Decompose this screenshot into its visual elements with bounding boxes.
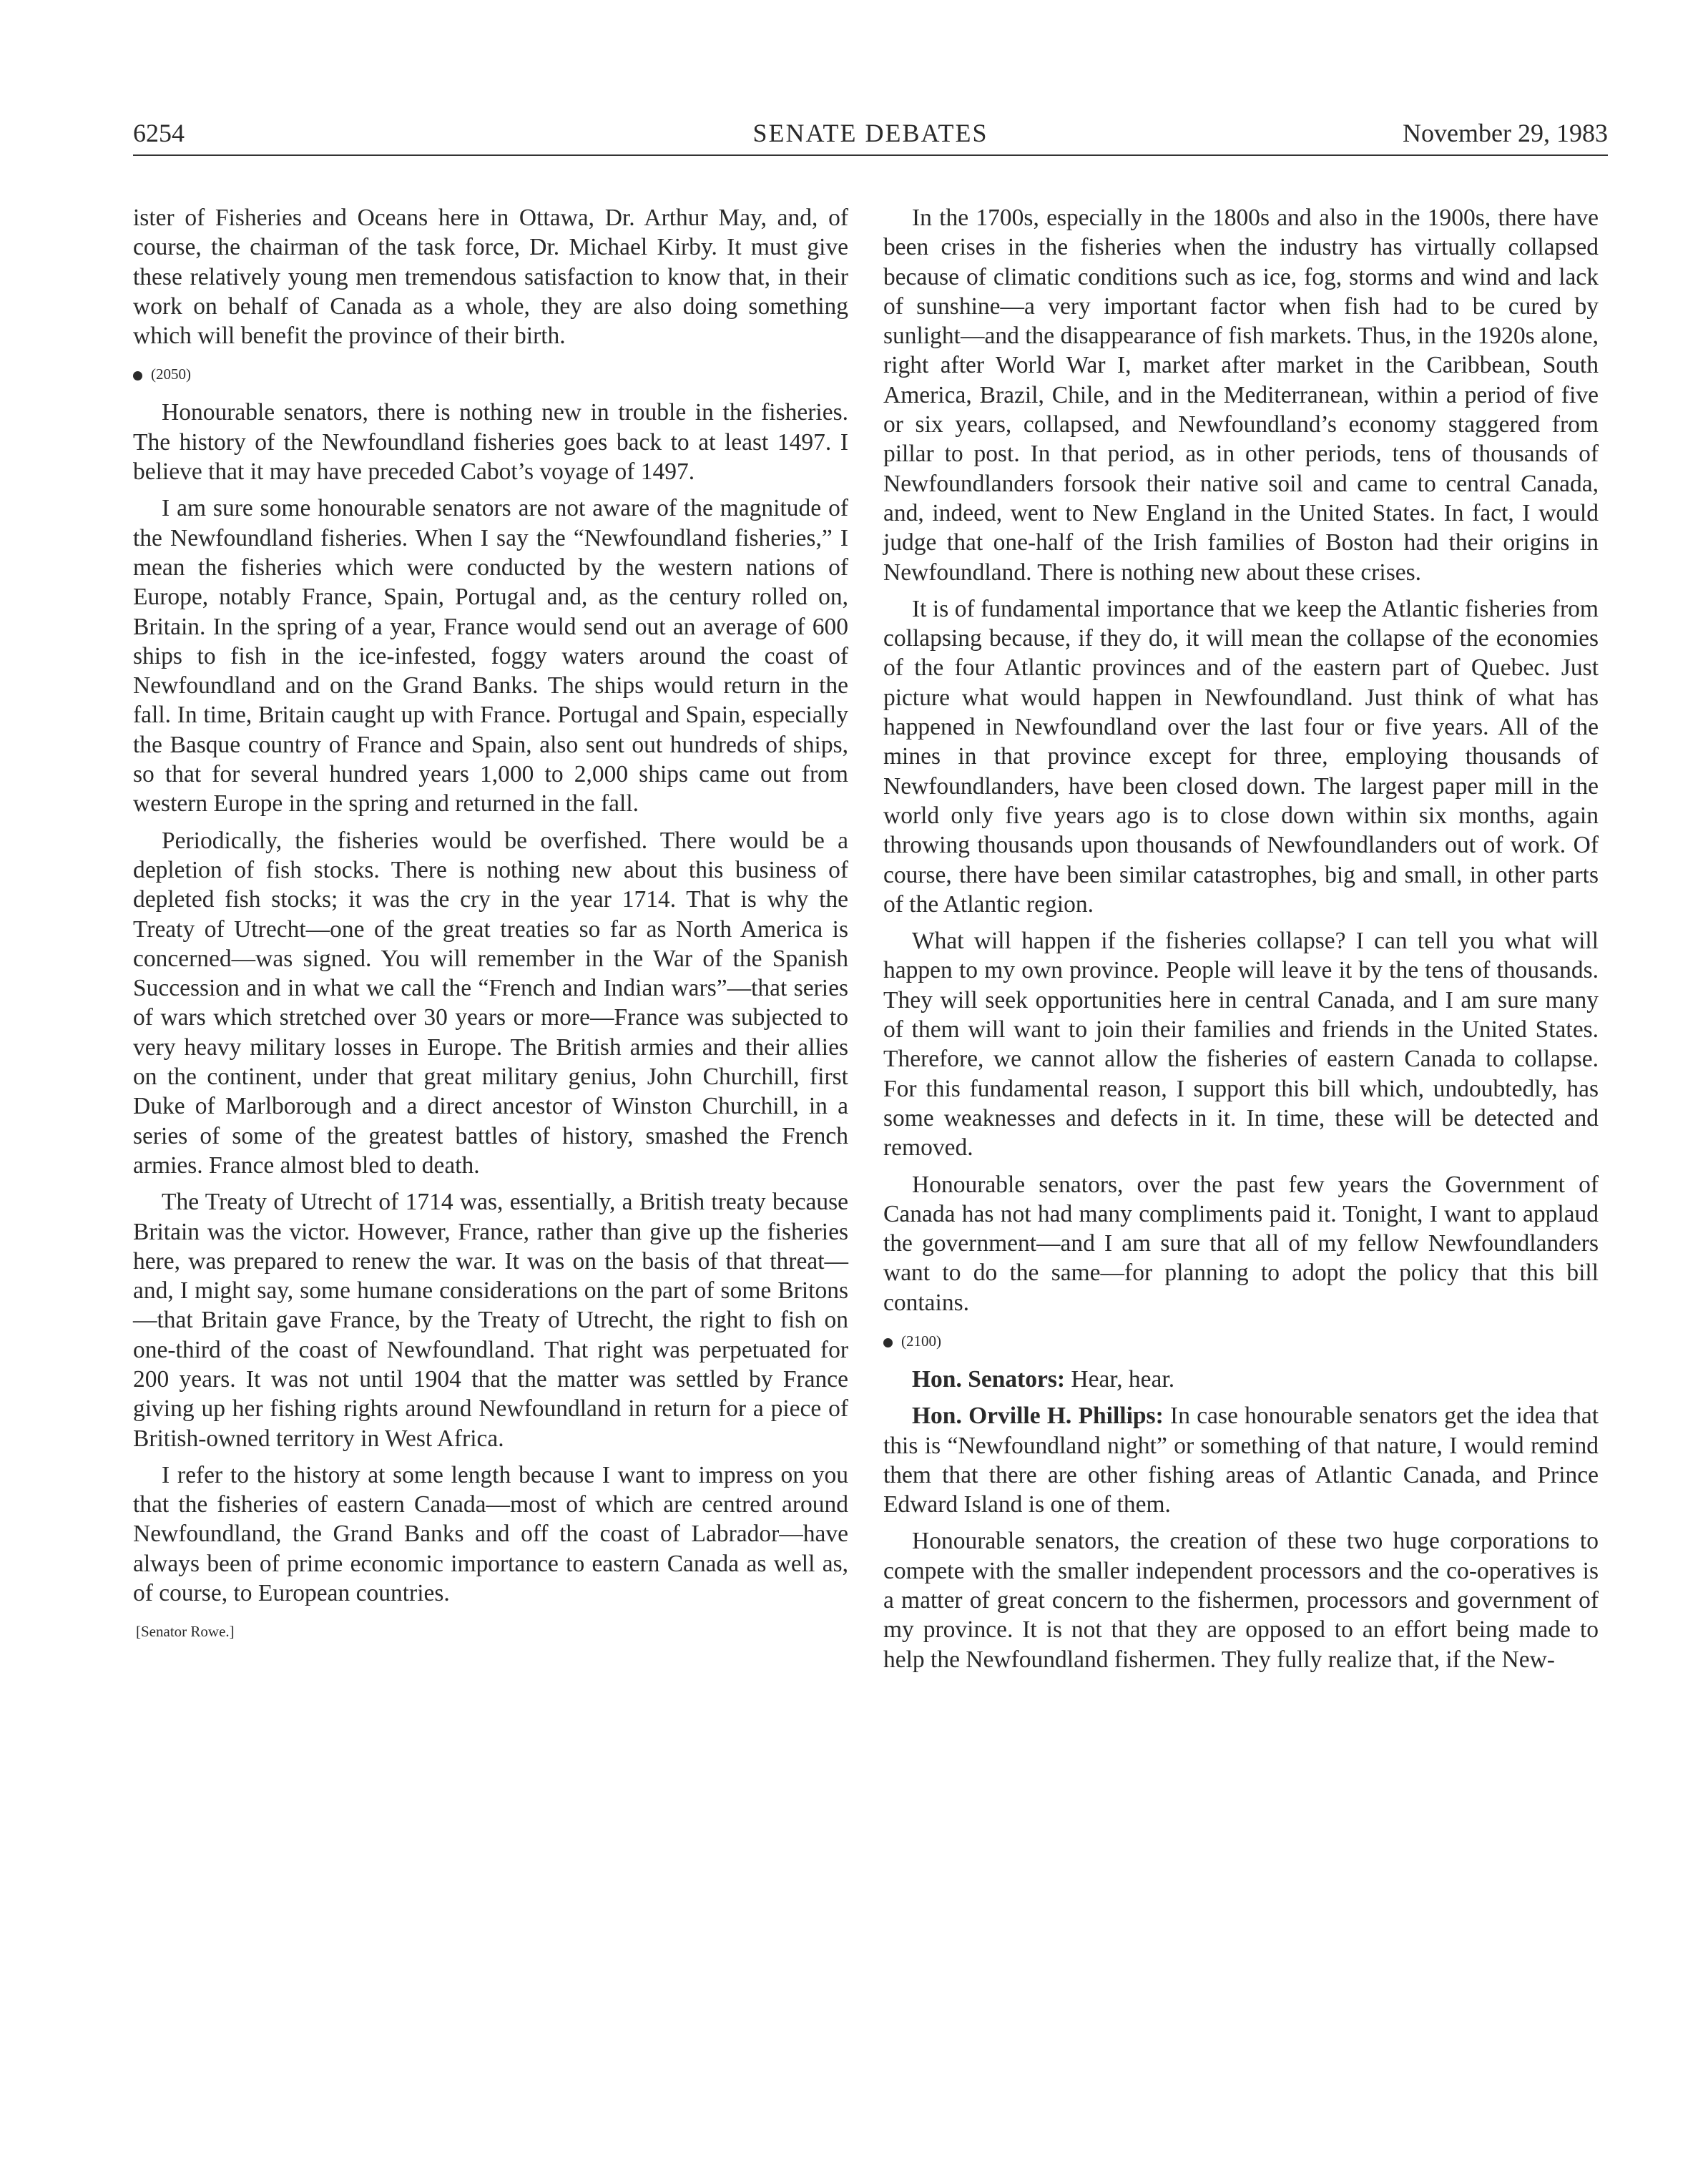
bullet-dot-icon <box>133 371 142 380</box>
right-column <box>883 203 1599 1681</box>
paragraph: I am sure some honourable senators are not aware of the magnitude of the Newfoundland fisheries. When I say the “Newfoundland fisheries,” I mean the fisheries which were conducted by the western nations of Europe, notably France, Spain, Portugal and, as the century rolled on, Britain. In the spring of a year, France would send out an average of 600 ships to fish in the ice-infested, foggy waters around the coast of Newfoundland and on the Grand Banks. The ships would return in the fall. In time, Britain caught up with France. Portugal and Spain, especially the Basque country of France and Spain, also sent out hundreds of ships, so that for several hundred years 1,000 to 2,000 ships came out from western Europe in the spring and returned in the fall. <box>133 495 848 818</box>
left-column <box>133 203 848 1642</box>
speaker-name: Hon. Senators: <box>912 1365 1066 1393</box>
paragraph: Honourable senators, there is nothing new in trouble in the fisheries. The history of the Newfoundland fisheries goes back to at least 1497. I believe that it may have preceded Cabot’s voyage of 1497. <box>133 399 848 486</box>
speech-paragraph <box>883 1365 1599 1394</box>
paragraph: Periodically, the fisheries would be overfished. There would be a depletion of fish stocks. There is nothing new about this business of depleted fish stocks; it was the cry in the year 1714. That is why the Treaty of Utrecht—one of the great treaties so far as North America is concerned—was signed. You will remember in the War of the Spanish Succession and in what we call the “French and Indian wars”—that series of wars which stretched over 30 years or more—France was subjected to very heavy military losses in Europe. The British armies and their allies on the continent, under that great military genius, John Churchill, first Duke of Marlborough and a direct ancestor of Winston Churchill, in a series of some of the greatest battles of history, smashed the French armies. France almost bled to death. <box>133 827 848 1179</box>
time-marker-label: (2050) <box>151 365 191 383</box>
speech-paragraph <box>883 1401 1599 1519</box>
time-marker <box>883 1330 1599 1352</box>
publication-date: November 29, 1983 <box>1403 119 1608 147</box>
paragraph: In the 1700s, especially in the 1800s and also in the 1900s, there have been crises in the fisheries when the industry has virtually collapsed because of climatic conditions such as ice, fog, storms and wind and lack of sunshine—a very important factor when fish had to be cured by sunlight—and the disappearance of fish markets. Thus, in the 1920s alone, right after World War I, market after market in the Caribbean, South America, Brazil, Chile, and in the Mediterranean, within a period of five or six years, collapsed, and Newfoundland’s economy staggered from pillar to post. In that period, as in other periods, tens of thousands of Newfoundlanders forsook their native soil and came to central Canada, and, indeed, went to New England in the United States. In fact, I would judge that one-half of the Irish families of Boston had their origins in Newfoundland. There is nothing new about these crises. <box>883 205 1599 586</box>
bullet-dot-icon <box>883 1338 893 1347</box>
speech-text: In case honourable senators get the idea that this is “Newfoundland night” or something of that nature, I would remind them that there are other fishing areas of Atlantic Canada, and Prince Edward Island is one of them. <box>883 1403 1599 1518</box>
publication-title: SENATE DEBATES <box>752 119 988 147</box>
speaker-name: Hon. Orville H. Phillips: <box>912 1403 1164 1430</box>
paragraph: What will happen if the fisheries collapse? I can tell you what will happen to my own province. People will leave it by the tens of thousands. They will seek opportunities here in central Canada, and I am sure many of them will want to join their families and friends in the United States. Therefore, we cannot allow the fisheries of eastern Canada to collapse. For this fundamental reason, I support this bill which, undoubtedly, has some weaknesses and defects in it. In time, these will be detected and removed. <box>883 928 1599 1162</box>
paragraph: ister of Fisheries and Oceans here in Ottawa, Dr. Arthur May, and, of course, the chairman of the task force, Dr. Michael Kirby. It must give these relatively young men tremendous satisfaction to know that, in their work on behalf of Canada as a whole, they are also doing something which will benefit the province of their birth. <box>133 205 848 350</box>
paragraph: I refer to the history at some length because I want to impress on you that the fisheries of eastern Canada—most of which are centred around Newfoundland, the Grand Banks and off the coast of Labrador—have always been of prime economic importance to eastern Canada as well as, of course, to European countries. <box>133 1461 848 1607</box>
speech-text: Hear, hear. <box>1071 1365 1175 1393</box>
page-number: 6254 <box>133 119 185 147</box>
paragraph: The Treaty of Utrecht of 1714 was, essentially, a British treaty because Britain was the victor. However, France, rather than give up the fisheries here, was prepared to renew the war. It was on the basis of that threat—and, I might say, some humane considerations on the part of some Britons—that Britain gave France, by the Treaty of Utrecht, the right to fish on one-third of the coast of Newfoundland. That right was perpetuated for 200 years. It was not until 1904 that the matter was settled by France giving up her fishing rights around Newfoundland in return for a piece of British-owned territory in West Africa. <box>133 1189 848 1452</box>
time-marker-label: (2100) <box>901 1332 941 1350</box>
paragraph: Honourable senators, over the past few years the Government of Canada has not had many compliments paid it. Tonight, I want to applaud the government—and I am sure that all of my fellow Newfoundlanders want to do the same—for planning to adopt the policy that this bill contains. <box>883 1171 1599 1316</box>
page-header <box>133 114 1608 156</box>
speaker-attribution: [Senator Rowe.] <box>136 1623 235 1641</box>
paragraph: It is of fundamental importance that we keep the Atlantic fisheries from collapsing because, if they do, it will mean the collapse of the economies of the four Atlantic provinces and of the eastern part of Quebec. Just picture what would happen in Newfoundland. Just think of what has happened in Newfoundland over the last four or five years. All of the mines in that province except for three, employing thousands of Newfoundlanders, have been closed down. The largest paper mill in the world only five years ago is to close down within six months, again throwing thousands upon thousands of Newfoundlanders out of work. Of course, there have been similar catastrophes, big and small, in other parts of the Atlantic region. <box>883 595 1599 918</box>
time-marker <box>133 363 848 385</box>
paragraph: Honourable senators, the creation of these two huge corporations to compete with the smaller independent processors and the co-operatives is a matter of great concern to the fishermen, processors and government of my province. It is not that they are opposed to an effort being made to help the Newfoundland fishermen. They fully realize that, if the New- <box>883 1528 1599 1673</box>
